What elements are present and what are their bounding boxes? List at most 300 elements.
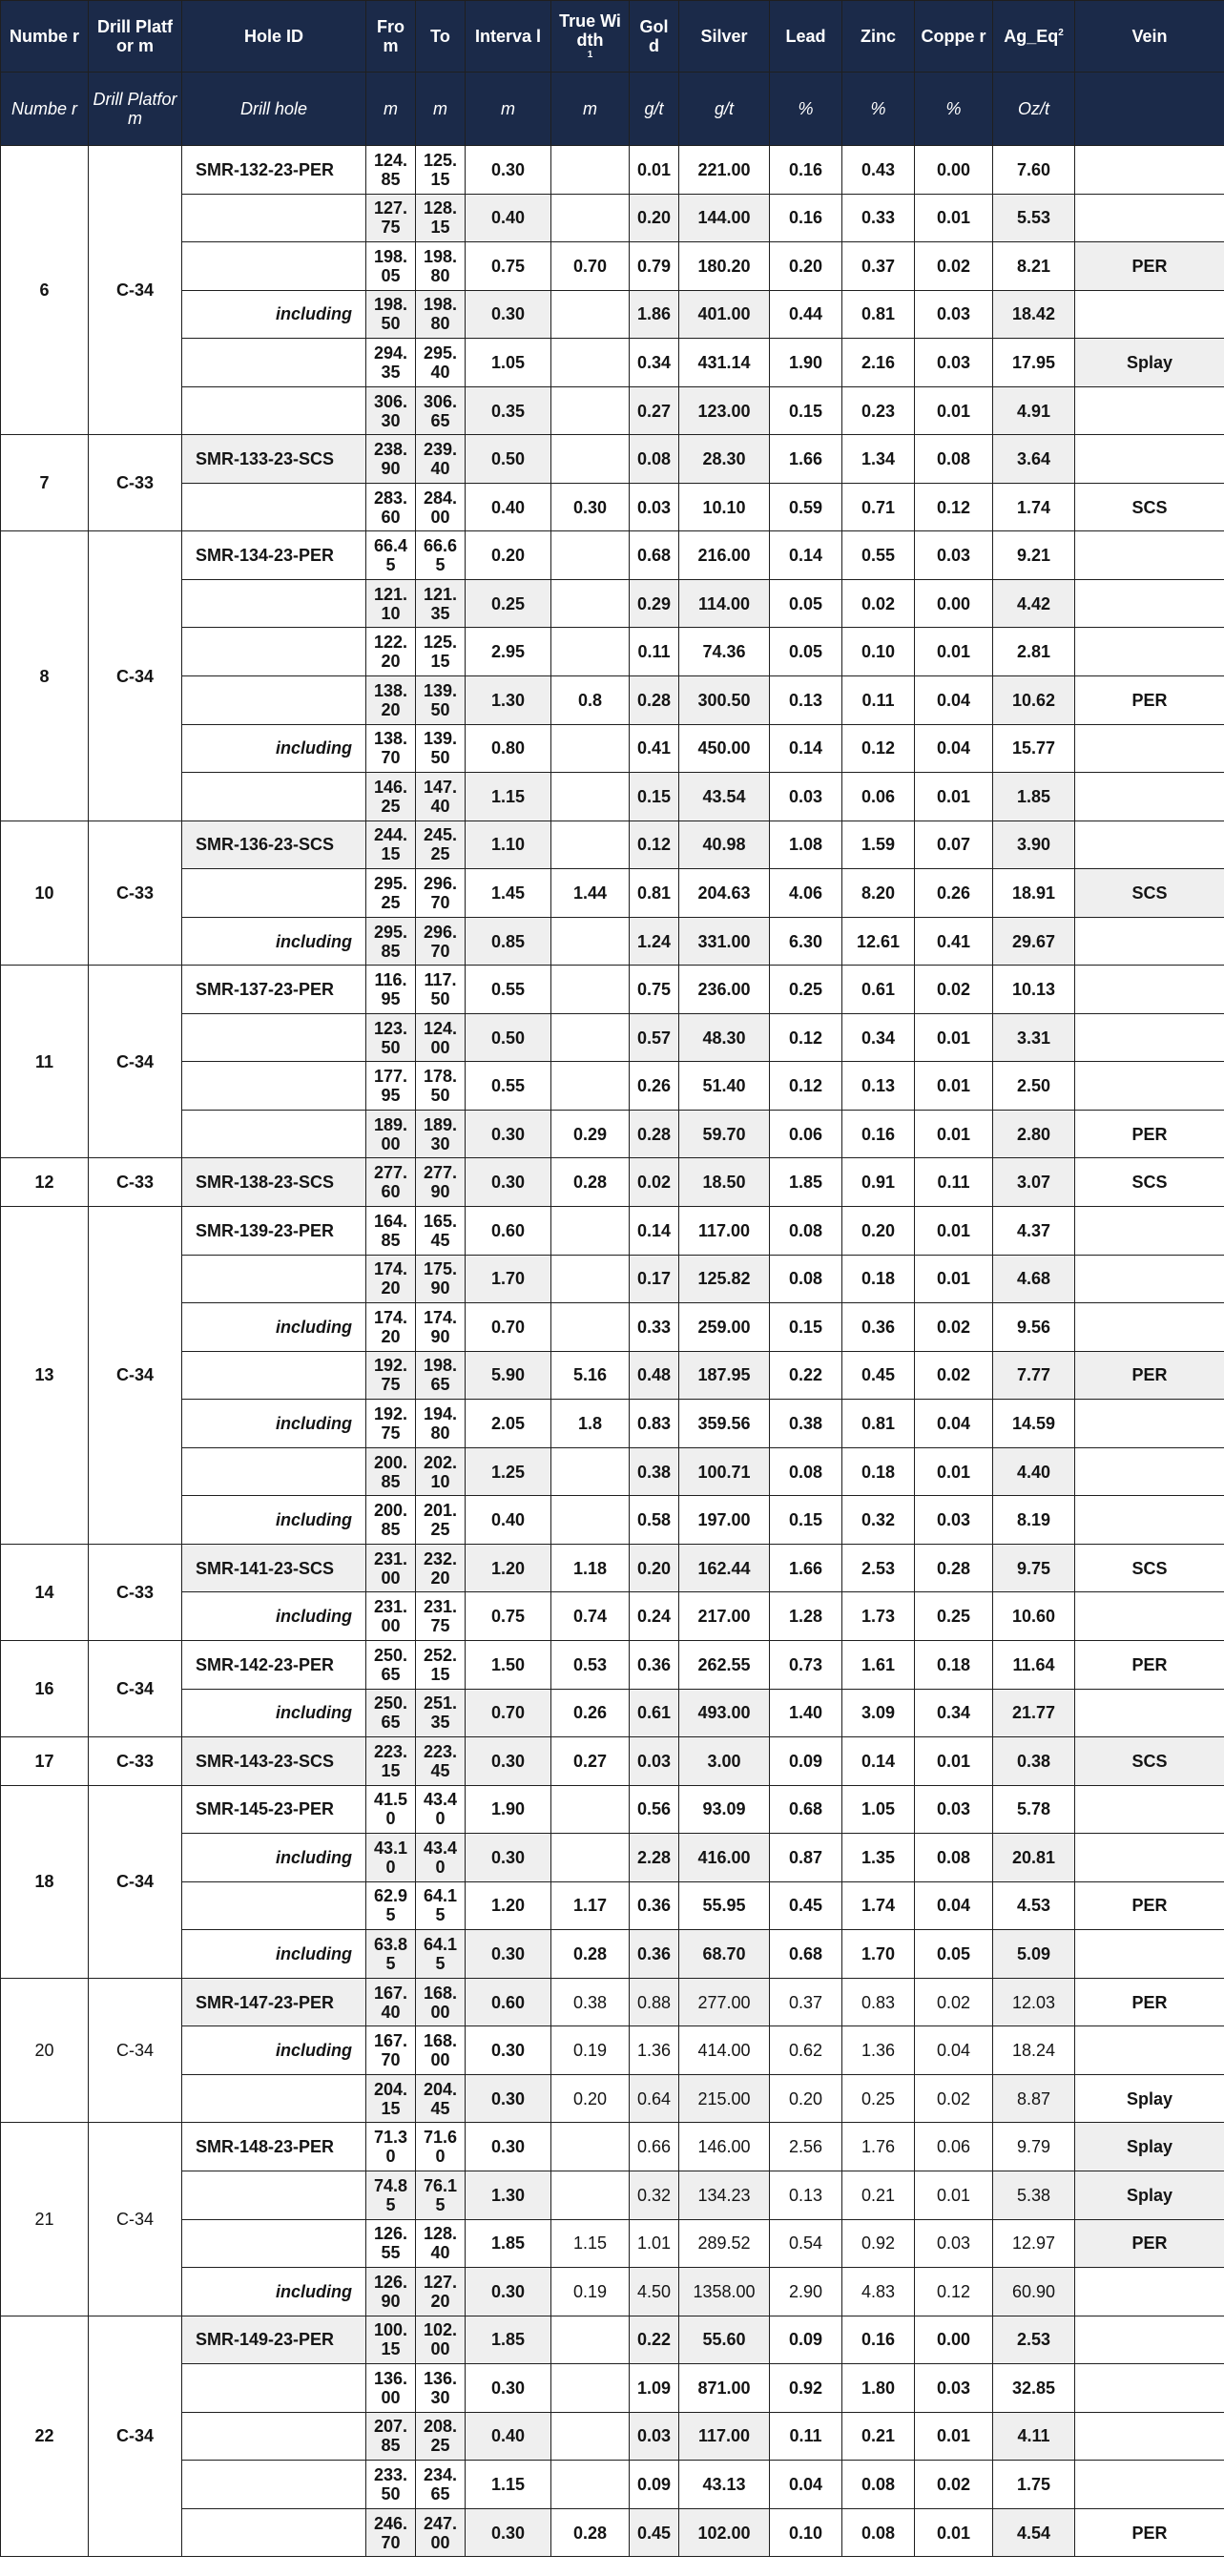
cell-interval: 0.30: [466, 2123, 551, 2171]
cell-silver: 236.00: [679, 966, 770, 1014]
cell-silver: 125.82: [679, 1255, 770, 1303]
cell-from: 174.20: [366, 1255, 416, 1303]
cell-zinc: 0.20: [842, 1207, 915, 1256]
cell-hole-id: [182, 194, 366, 242]
cell-ag-eq: 11.64: [993, 1640, 1075, 1689]
cell-to: 252.15: [416, 1640, 466, 1689]
cell-number: 17: [1, 1737, 89, 1786]
cell-to: 223.45: [416, 1737, 466, 1786]
cell-gold: 0.27: [630, 386, 679, 435]
cell-from: 198.50: [366, 290, 416, 339]
cell-gold: 0.09: [630, 2461, 679, 2509]
cell-silver: 289.52: [679, 2219, 770, 2268]
cell-lead: 4.06: [770, 869, 842, 918]
cell-silver: 18.50: [679, 1158, 770, 1207]
cell-silver: 123.00: [679, 386, 770, 435]
cell-gold: 0.32: [630, 2171, 679, 2219]
cell-hole-id: SMR-134-23-PER: [182, 531, 366, 580]
unit-from: m: [366, 73, 416, 146]
cell-silver: 300.50: [679, 676, 770, 725]
cell-hole-id: including: [182, 290, 366, 339]
cell-hole-id: [182, 1013, 366, 1062]
cell-hole-id: [182, 2171, 366, 2219]
cell-to: 247.00: [416, 2508, 466, 2557]
cell-hole-id: SMR-148-23-PER: [182, 2123, 366, 2171]
unit-number: Numbe r: [1, 73, 89, 146]
cell-lead: 0.08: [770, 1255, 842, 1303]
table-row: [1, 724, 1224, 773]
cell-ag-eq: 60.90: [993, 2268, 1075, 2316]
cell-copper: 0.41: [915, 917, 993, 966]
cell-gold: 0.12: [630, 821, 679, 869]
table-row: [1, 2316, 1224, 2364]
table-row: [1, 1110, 1224, 1158]
cell-true-width: [551, 146, 630, 195]
cell-vein: [1075, 2268, 1224, 2316]
cell-from: 192.75: [366, 1400, 416, 1448]
cell-true-width: [551, 579, 630, 628]
cell-interval: 1.05: [466, 339, 551, 387]
cell-ag-eq: 2.53: [993, 2316, 1075, 2364]
cell-lead: 0.12: [770, 1013, 842, 1062]
cell-to: 198.80: [416, 290, 466, 339]
cell-zinc: 1.61: [842, 1640, 915, 1689]
table-row: [1, 2026, 1224, 2075]
cell-copper: 0.01: [915, 1207, 993, 1256]
cell-from: 174.20: [366, 1303, 416, 1352]
cell-number: 22: [1, 2316, 89, 2557]
cell-silver: 431.14: [679, 339, 770, 387]
cell-lead: 0.37: [770, 1978, 842, 2026]
cell-copper: 0.04: [915, 1400, 993, 1448]
cell-vein: [1075, 1834, 1224, 1882]
cell-vein: PER: [1075, 2219, 1224, 2268]
cell-interval: 0.30: [466, 2364, 551, 2413]
cell-from: 246.70: [366, 2508, 416, 2557]
cell-lead: 0.06: [770, 1110, 842, 1158]
cell-copper: 0.04: [915, 724, 993, 773]
cell-to: 204.45: [416, 2074, 466, 2123]
cell-silver: 221.00: [679, 146, 770, 195]
cell-to: 202.10: [416, 1447, 466, 1496]
cell-silver: 114.00: [679, 579, 770, 628]
cell-interval: 1.70: [466, 1255, 551, 1303]
cell-from: 138.20: [366, 676, 416, 725]
cell-ag-eq: 10.13: [993, 966, 1075, 1014]
cell-hole-id: [182, 1255, 366, 1303]
cell-gold: 4.50: [630, 2268, 679, 2316]
cell-silver: 51.40: [679, 1062, 770, 1111]
cell-lead: 0.08: [770, 1207, 842, 1256]
cell-lead: 0.44: [770, 290, 842, 339]
cell-silver: 146.00: [679, 2123, 770, 2171]
header-drill-platform: Drill Platfor m: [89, 1, 182, 73]
cell-gold: 0.03: [630, 2412, 679, 2461]
cell-lead: 0.15: [770, 386, 842, 435]
cell-copper: 0.07: [915, 821, 993, 869]
cell-silver: 59.70: [679, 1110, 770, 1158]
cell-ag-eq: 4.40: [993, 1447, 1075, 1496]
cell-hole-id: SMR-143-23-SCS: [182, 1737, 366, 1786]
cell-gold: 0.64: [630, 2074, 679, 2123]
cell-zinc: 1.73: [842, 1592, 915, 1641]
cell-from: 63.85: [366, 1930, 416, 1979]
cell-hole-id: SMR-145-23-PER: [182, 1785, 366, 1834]
table-row: [1, 2268, 1224, 2316]
cell-true-width: [551, 194, 630, 242]
cell-lead: 0.16: [770, 146, 842, 195]
cell-lead: 0.12: [770, 1062, 842, 1111]
cell-vein: [1075, 1496, 1224, 1545]
cell-true-width: 0.28: [551, 2508, 630, 2557]
cell-interval: 0.50: [466, 435, 551, 484]
cell-from: 189.00: [366, 1110, 416, 1158]
cell-hole-id: SMR-133-23-SCS: [182, 435, 366, 484]
cell-gold: 0.03: [630, 483, 679, 531]
table-row: [1, 290, 1224, 339]
cell-hole-id: [182, 1062, 366, 1111]
cell-to: 175.90: [416, 1255, 466, 1303]
cell-from: 167.40: [366, 1978, 416, 2026]
cell-hole-id: SMR-147-23-PER: [182, 1978, 366, 2026]
cell-to: 201.25: [416, 1496, 466, 1545]
cell-silver: 187.95: [679, 1351, 770, 1400]
cell-lead: 1.85: [770, 1158, 842, 1207]
cell-to: 139.50: [416, 676, 466, 725]
cell-from: 306.30: [366, 386, 416, 435]
cell-hole-id: including: [182, 2268, 366, 2316]
table-row: [1, 1689, 1224, 1737]
cell-vein: PER: [1075, 676, 1224, 725]
cell-vein: [1075, 194, 1224, 242]
cell-interval: 1.30: [466, 2171, 551, 2219]
cell-zinc: 4.83: [842, 2268, 915, 2316]
cell-ag-eq: 4.42: [993, 579, 1075, 628]
cell-silver: 871.00: [679, 2364, 770, 2413]
cell-ag-eq: 3.64: [993, 435, 1075, 484]
cell-zinc: 0.06: [842, 773, 915, 821]
cell-interval: 2.95: [466, 628, 551, 676]
cell-gold: 0.29: [630, 579, 679, 628]
cell-lead: 0.87: [770, 1834, 842, 1882]
cell-from: 43.10: [366, 1834, 416, 1882]
cell-true-width: [551, 1255, 630, 1303]
cell-copper: 0.01: [915, 386, 993, 435]
cell-interval: 1.10: [466, 821, 551, 869]
cell-number: 11: [1, 966, 89, 1158]
cell-interval: 0.25: [466, 579, 551, 628]
header-ag-eq: [993, 1, 1075, 73]
cell-gold: 0.15: [630, 773, 679, 821]
cell-to: 127.20: [416, 2268, 466, 2316]
cell-true-width: 0.27: [551, 1737, 630, 1786]
cell-zinc: 1.76: [842, 2123, 915, 2171]
cell-interval: 0.30: [466, 1834, 551, 1882]
cell-copper: 0.25: [915, 1592, 993, 1641]
cell-number: 18: [1, 1785, 89, 1978]
cell-to: 208.25: [416, 2412, 466, 2461]
cell-copper: 0.01: [915, 628, 993, 676]
cell-silver: 204.63: [679, 869, 770, 918]
cell-ag-eq: 10.62: [993, 676, 1075, 725]
cell-vein: [1075, 2026, 1224, 2075]
cell-lead: 1.66: [770, 1544, 842, 1592]
cell-lead: 0.73: [770, 1640, 842, 1689]
cell-copper: 0.12: [915, 2268, 993, 2316]
cell-hole-id: including: [182, 724, 366, 773]
table-row: [1, 1351, 1224, 1400]
cell-true-width: [551, 1013, 630, 1062]
cell-drill-platform: C-34: [89, 531, 182, 821]
cell-true-width: [551, 2364, 630, 2413]
cell-copper: 0.01: [915, 1062, 993, 1111]
cell-gold: 2.28: [630, 1834, 679, 1882]
cell-silver: 55.95: [679, 1881, 770, 1930]
cell-hole-id: [182, 2074, 366, 2123]
cell-ag-eq: 2.50: [993, 1062, 1075, 1111]
cell-from: 136.00: [366, 2364, 416, 2413]
cell-zinc: 0.91: [842, 1158, 915, 1207]
cell-vein: [1075, 2364, 1224, 2413]
cell-from: 198.05: [366, 242, 416, 291]
cell-ag-eq: 7.60: [993, 146, 1075, 195]
cell-vein: [1075, 1303, 1224, 1352]
cell-interval: 0.60: [466, 1207, 551, 1256]
cell-interval: 0.30: [466, 146, 551, 195]
cell-ag-eq: 29.67: [993, 917, 1075, 966]
cell-silver: 117.00: [679, 1207, 770, 1256]
cell-silver: 216.00: [679, 531, 770, 580]
cell-interval: 0.40: [466, 2412, 551, 2461]
cell-vein: SCS: [1075, 483, 1224, 531]
table-row: [1, 531, 1224, 580]
cell-lead: 0.20: [770, 2074, 842, 2123]
cell-from: 295.25: [366, 869, 416, 918]
cell-vein: SCS: [1075, 1737, 1224, 1786]
cell-hole-id: SMR-137-23-PER: [182, 966, 366, 1014]
cell-zinc: 2.16: [842, 339, 915, 387]
cell-gold: 0.20: [630, 1544, 679, 1592]
cell-lead: 1.40: [770, 1689, 842, 1737]
cell-copper: 0.03: [915, 1785, 993, 1834]
unit-ag-eq: Oz/t: [993, 73, 1075, 146]
cell-zinc: 0.18: [842, 1255, 915, 1303]
cell-lead: 2.90: [770, 2268, 842, 2316]
cell-to: 174.90: [416, 1303, 466, 1352]
cell-copper: 0.03: [915, 290, 993, 339]
cell-copper: 0.34: [915, 1689, 993, 1737]
cell-drill-platform: C-34: [89, 1207, 182, 1545]
cell-to: 102.00: [416, 2316, 466, 2364]
cell-silver: 217.00: [679, 1592, 770, 1641]
cell-silver: 43.54: [679, 773, 770, 821]
cell-hole-id: [182, 1351, 366, 1400]
cell-lead: 0.03: [770, 773, 842, 821]
table-row: [1, 821, 1224, 869]
cell-to: 64.15: [416, 1930, 466, 1979]
table-row: [1, 579, 1224, 628]
cell-interval: 1.45: [466, 869, 551, 918]
cell-copper: 0.01: [915, 773, 993, 821]
cell-ag-eq: 9.79: [993, 2123, 1075, 2171]
cell-lead: 1.08: [770, 821, 842, 869]
cell-interval: 0.30: [466, 290, 551, 339]
cell-drill-platform: C-33: [89, 1544, 182, 1640]
cell-silver: 68.70: [679, 1930, 770, 1979]
unit-zinc: %: [842, 73, 915, 146]
cell-true-width: [551, 1834, 630, 1882]
cell-zinc: 8.20: [842, 869, 915, 918]
header-vein: Vein: [1075, 1, 1224, 73]
cell-hole-id: SMR-138-23-SCS: [182, 1158, 366, 1207]
cell-hole-id: [182, 2412, 366, 2461]
cell-gold: 0.83: [630, 1400, 679, 1448]
cell-true-width: [551, 531, 630, 580]
cell-from: 204.15: [366, 2074, 416, 2123]
cell-lead: 0.05: [770, 628, 842, 676]
cell-from: 71.30: [366, 2123, 416, 2171]
cell-vein: [1075, 628, 1224, 676]
cell-true-width: [551, 724, 630, 773]
cell-interval: 1.15: [466, 773, 551, 821]
cell-to: 234.65: [416, 2461, 466, 2509]
cell-copper: 0.00: [915, 579, 993, 628]
cell-gold: 0.48: [630, 1351, 679, 1400]
header-number: Numbe r: [1, 1, 89, 73]
cell-hole-id: [182, 386, 366, 435]
cell-vein: [1075, 2461, 1224, 2509]
cell-copper: 0.01: [915, 2171, 993, 2219]
table-row: [1, 1930, 1224, 1979]
table-row: [1, 1881, 1224, 1930]
cell-ag-eq: 4.91: [993, 386, 1075, 435]
cell-zinc: 0.43: [842, 146, 915, 195]
cell-vein: [1075, 579, 1224, 628]
cell-vein: [1075, 917, 1224, 966]
cell-true-width: [551, 966, 630, 1014]
unit-hole-id: Drill hole: [182, 73, 366, 146]
cell-to: 245.25: [416, 821, 466, 869]
unit-lead: %: [770, 73, 842, 146]
cell-true-width: [551, 339, 630, 387]
cell-copper: 0.01: [915, 2508, 993, 2557]
cell-silver: 180.20: [679, 242, 770, 291]
cell-hole-id: [182, 628, 366, 676]
table-row: [1, 1400, 1224, 1448]
cell-ag-eq: 7.77: [993, 1351, 1075, 1400]
unit-true-width: m: [551, 73, 630, 146]
cell-lead: 0.10: [770, 2508, 842, 2557]
cell-true-width: 0.19: [551, 2026, 630, 2075]
cell-from: 192.75: [366, 1351, 416, 1400]
cell-copper: 0.02: [915, 966, 993, 1014]
header-ag-eq-label: Ag_Eq: [1004, 27, 1059, 46]
cell-ag-eq: 4.54: [993, 2508, 1075, 2557]
cell-zinc: 0.37: [842, 242, 915, 291]
cell-true-width: 1.8: [551, 1400, 630, 1448]
cell-hole-id: including: [182, 1689, 366, 1737]
cell-to: 239.40: [416, 435, 466, 484]
cell-silver: 1358.00: [679, 2268, 770, 2316]
table-row: [1, 1255, 1224, 1303]
cell-true-width: 5.16: [551, 1351, 630, 1400]
cell-hole-id: [182, 2461, 366, 2509]
cell-ag-eq: 32.85: [993, 2364, 1075, 2413]
cell-copper: 0.02: [915, 2074, 993, 2123]
cell-gold: 0.56: [630, 1785, 679, 1834]
cell-silver: 262.55: [679, 1640, 770, 1689]
cell-lead: 0.05: [770, 579, 842, 628]
cell-lead: 1.90: [770, 339, 842, 387]
cell-copper: 0.01: [915, 1255, 993, 1303]
cell-from: 66.45: [366, 531, 416, 580]
table-row: [1, 676, 1224, 725]
cell-drill-platform: C-33: [89, 435, 182, 531]
table-row: [1, 2461, 1224, 2509]
cell-ag-eq: 5.09: [993, 1930, 1075, 1979]
cell-zinc: 0.81: [842, 290, 915, 339]
cell-interval: 0.60: [466, 1978, 551, 2026]
cell-number: 6: [1, 146, 89, 435]
cell-hole-id: [182, 1110, 366, 1158]
cell-copper: 0.01: [915, 194, 993, 242]
unit-copper: %: [915, 73, 993, 146]
cell-copper: 0.03: [915, 1496, 993, 1545]
cell-from: 74.85: [366, 2171, 416, 2219]
cell-from: 294.35: [366, 339, 416, 387]
cell-true-width: 0.29: [551, 1110, 630, 1158]
cell-interval: 0.55: [466, 966, 551, 1014]
cell-from: 126.90: [366, 2268, 416, 2316]
cell-silver: 48.30: [679, 1013, 770, 1062]
cell-true-width: [551, 2123, 630, 2171]
cell-from: 223.15: [366, 1737, 416, 1786]
cell-interval: 0.55: [466, 1062, 551, 1111]
cell-zinc: 0.92: [842, 2219, 915, 2268]
cell-ag-eq: 9.75: [993, 1544, 1075, 1592]
cell-zinc: 0.16: [842, 2316, 915, 2364]
cell-gold: 0.68: [630, 531, 679, 580]
cell-lead: 0.09: [770, 2316, 842, 2364]
cell-hole-id: including: [182, 1834, 366, 1882]
cell-to: 139.50: [416, 724, 466, 773]
cell-interval: 1.50: [466, 1640, 551, 1689]
cell-ag-eq: 0.38: [993, 1737, 1075, 1786]
cell-interval: 1.25: [466, 1447, 551, 1496]
table-row: [1, 1640, 1224, 1689]
cell-ag-eq: 5.38: [993, 2171, 1075, 2219]
cell-hole-id: including: [182, 1400, 366, 1448]
table-row: [1, 2412, 1224, 2461]
cell-vein: [1075, 2316, 1224, 2364]
cell-ag-eq: 4.37: [993, 1207, 1075, 1256]
cell-hole-id: SMR-142-23-PER: [182, 1640, 366, 1689]
header-true-width-footnote: 1: [587, 50, 593, 60]
cell-zinc: 1.05: [842, 1785, 915, 1834]
table-row: [1, 1544, 1224, 1592]
cell-lead: 1.28: [770, 1592, 842, 1641]
cell-interval: 1.90: [466, 1785, 551, 1834]
cell-to: 178.50: [416, 1062, 466, 1111]
cell-vein: [1075, 386, 1224, 435]
cell-ag-eq: 18.91: [993, 869, 1075, 918]
table-row: [1, 2123, 1224, 2171]
cell-silver: 331.00: [679, 917, 770, 966]
cell-silver: 43.13: [679, 2461, 770, 2509]
cell-ag-eq: 8.87: [993, 2074, 1075, 2123]
cell-lead: 0.25: [770, 966, 842, 1014]
cell-silver: 215.00: [679, 2074, 770, 2123]
